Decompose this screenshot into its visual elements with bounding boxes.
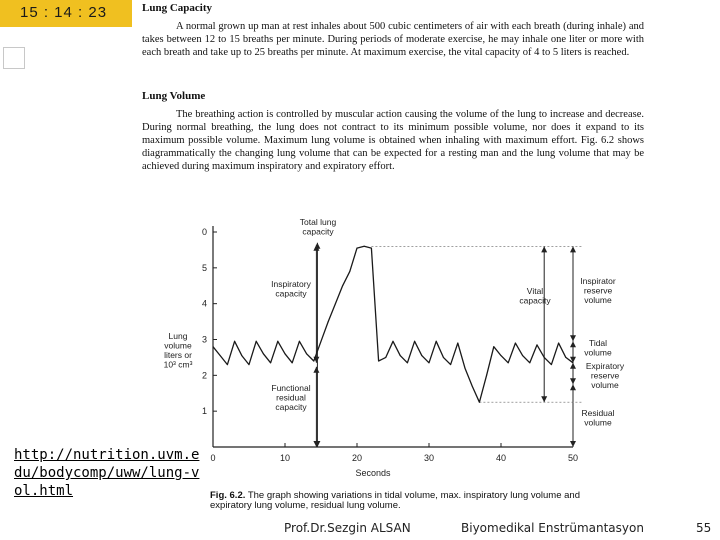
lung-volume-point-36 [472, 386, 473, 387]
lung-volume-point-44 [529, 362, 530, 363]
lung-volume-point-27 [407, 362, 408, 363]
x-tick-label-10: 10 [279, 453, 291, 463]
y-tick-label-5: 5 [201, 262, 207, 273]
lung-volume-point-48 [558, 343, 559, 344]
lung-volume-point-21 [364, 246, 365, 247]
x-tick-label-30: 30 [423, 453, 435, 463]
y-axis-title-line-4: 10³ cm³ [163, 359, 193, 370]
label-total-lung-capacity-line-1: Total lung [299, 217, 337, 227]
footer-author: Prof.Dr.Sezgin ALSAN [284, 521, 411, 535]
lung-volume-point-46 [544, 357, 545, 358]
label-tidal-volume-line-1: Tidal [588, 338, 608, 348]
lung-volume-point-7 [263, 353, 264, 354]
lung-volume-point-13 [306, 353, 307, 354]
lung-volume-point-10 [285, 353, 286, 354]
lung-volume-point-39 [493, 346, 494, 347]
expiratory-reserve-arrow-head-bottom [570, 378, 576, 384]
lung-volume-point-43 [522, 355, 523, 356]
lung-volume-point-26 [400, 355, 401, 356]
label-vital-capacity-line-2: capacity [519, 295, 551, 306]
lung-volume-point-3 [234, 341, 235, 342]
vital-capacity-arrow-head-top [541, 246, 547, 252]
lung-volume-point-12 [299, 341, 300, 342]
label-total-lung-capacity-line-2: capacity [302, 226, 334, 237]
y-axis-title-line-2: volume [164, 340, 192, 351]
x-tick-label-0: 0 [210, 453, 216, 463]
source-url-link[interactable]: http://nutrition.uvm.edu/bodycomp/uww/lung-vol.html [14, 447, 200, 499]
lung-volume-point-25 [393, 341, 394, 342]
lung-volume-point-1 [220, 355, 221, 356]
label-inspiratory-reserve-volume-line-3: volume [584, 295, 612, 305]
lung-volume-point-49 [565, 357, 566, 358]
inspiratory-reserve-arrow-head-top [570, 246, 576, 252]
tidal-volume-arrow-head-top [570, 341, 576, 347]
lung-volume-point-32 [443, 357, 444, 358]
y-axis-title-line-3: liters or [164, 350, 192, 360]
lung-volume-point-9 [277, 341, 278, 342]
lung-volume-point-35 [465, 368, 466, 369]
residual-volume-arrow-head-bottom [570, 441, 576, 447]
functional-residual-arrow-head-top [313, 367, 319, 373]
lung-volume-point-0 [213, 346, 214, 347]
x-axis-title: Seconds [355, 468, 391, 478]
x-tick-label-40: 40 [495, 453, 507, 463]
lung-volume-point-37 [479, 402, 480, 403]
label-expiratory-reserve-volume-line-3: volume [591, 380, 619, 390]
chart-line-layer [213, 246, 574, 403]
lung-volume-point-34 [457, 343, 458, 344]
lung-volume-point-50 [573, 362, 574, 363]
lung-volume-point-20 [357, 248, 358, 249]
figure-caption [210, 491, 590, 511]
x-tick-label-50: 50 [567, 453, 579, 463]
lung-volume-point-15 [321, 341, 322, 342]
label-inspiratory-capacity-line-2: capacity [275, 288, 307, 299]
lung-volume-point-2 [227, 364, 228, 365]
figure-caption-label: Fig. 6.2. [210, 490, 246, 501]
y-axis-title-line-1: Lung [168, 331, 188, 341]
lung-volume-point-5 [249, 364, 250, 365]
footer-course: Biyomedikal Enstrümantasyon [461, 521, 644, 535]
residual-volume-arrow-head-top [570, 384, 576, 390]
lung-volume-point-33 [450, 364, 451, 365]
label-expiratory-reserve-volume-line-2: reserve [590, 370, 620, 381]
chart-axes [213, 226, 573, 447]
y-tick-label-1: 1 [201, 406, 207, 417]
lung-volume-point-11 [292, 362, 293, 363]
label-functional-residual-capacity-line-1: Functional [271, 383, 311, 393]
lung-volume-point-22 [371, 248, 372, 249]
lung-volume-point-6 [256, 341, 257, 342]
y-tick-label-2: 2 [201, 370, 207, 381]
lung-volume-point-24 [385, 357, 386, 358]
label-inspiratory-reserve-volume-line-2: reserve [583, 285, 613, 296]
x-tick-label-20: 20 [351, 453, 363, 463]
label-functional-residual-capacity-line-2: residual [276, 392, 306, 403]
label-residual-volume-line-2: volume [584, 417, 612, 428]
lung-volume-point-40 [501, 355, 502, 356]
y-tick-label-4: 4 [201, 298, 207, 309]
lung-volume-point-14 [313, 361, 314, 362]
paragraph-lung-volume: The breathing action is controlled by muscular action causing the volume of the lung to increase and decrease. During normal breathing, the lung does not contract to its minimum possible volume, nor does it expand to its maximum possible volume. Maximum lung volume is obtained when inhaling with maximum effort. Fig. 6.2 shows diagrammatically the changing lung volume that can be expected for a resting man and the lung volume that may be achieved during maximum inspiratory and expiratory effort. [142, 109, 644, 172]
label-inspiratory-capacity-line-1: Inspiratory [271, 279, 311, 289]
lung-volume-point-30 [429, 362, 430, 363]
y-tick-label-6: 0 [201, 227, 207, 237]
figure-caption-text: The graph showing variations in tidal volume, max. inspiratory lung volume and expiratory lung volume, residual lung volume. [210, 490, 580, 511]
label-expiratory-reserve-volume-line-1: Expiratory [585, 361, 625, 371]
label-inspiratory-reserve-volume-line-1: Inspirator [580, 276, 616, 286]
heading-lung-capacity: Lung Capacity [142, 2, 212, 14]
inspiratory-reserve-arrow-head-bottom [570, 335, 576, 341]
label-tidal-volume-line-2: volume [584, 347, 612, 358]
expiratory-reserve-arrow-head-top [570, 363, 576, 369]
lung-volume-point-16 [328, 321, 329, 322]
lung-volume-point-42 [515, 343, 516, 344]
lung-volume-point-45 [537, 344, 538, 345]
dimension-arrows [313, 243, 583, 447]
footer-page-number: 55 [696, 521, 712, 535]
label-residual-volume-line-1: Residual [581, 408, 615, 418]
paragraph-lung-capacity: A normal grown up man at rest inhales about 500 cubic centimeters of air with each breath (during inhale) and takes between 12 to 15 breaths per minute. During periods of moderate exercise, he may inhale one liter or more with each breath and take up to 25 breaths per minute. At maximum exercise, the vital capacity of 4 to 5 liters is reached. [142, 21, 644, 58]
vital-capacity-arrow-head-bottom [541, 396, 547, 402]
lung-volume-point-38 [486, 375, 487, 376]
lung-volume-point-29 [421, 355, 422, 356]
lung-volume-point-28 [414, 341, 415, 342]
label-functional-residual-capacity-line-3: capacity [275, 402, 307, 412]
lung-volume-point-8 [270, 362, 271, 363]
lung-volume-point-23 [378, 361, 379, 362]
lung-volume-point-41 [508, 362, 509, 363]
lung-volume-point-17 [335, 303, 336, 304]
label-vital-capacity-line-1: Vital [526, 286, 544, 296]
lung-volume-point-18 [342, 285, 343, 286]
lung-volume-point-31 [436, 341, 437, 342]
lung-volume-point-19 [349, 271, 350, 272]
y-tick-label-3: 3 [201, 334, 207, 345]
lung-volume-point-47 [551, 364, 552, 365]
lung-volume-point-4 [241, 355, 242, 356]
lung-volume-line [213, 246, 573, 402]
timer-display: 15 : 14 : 23 [20, 4, 108, 21]
heading-lung-volume: Lung Volume [142, 90, 206, 102]
